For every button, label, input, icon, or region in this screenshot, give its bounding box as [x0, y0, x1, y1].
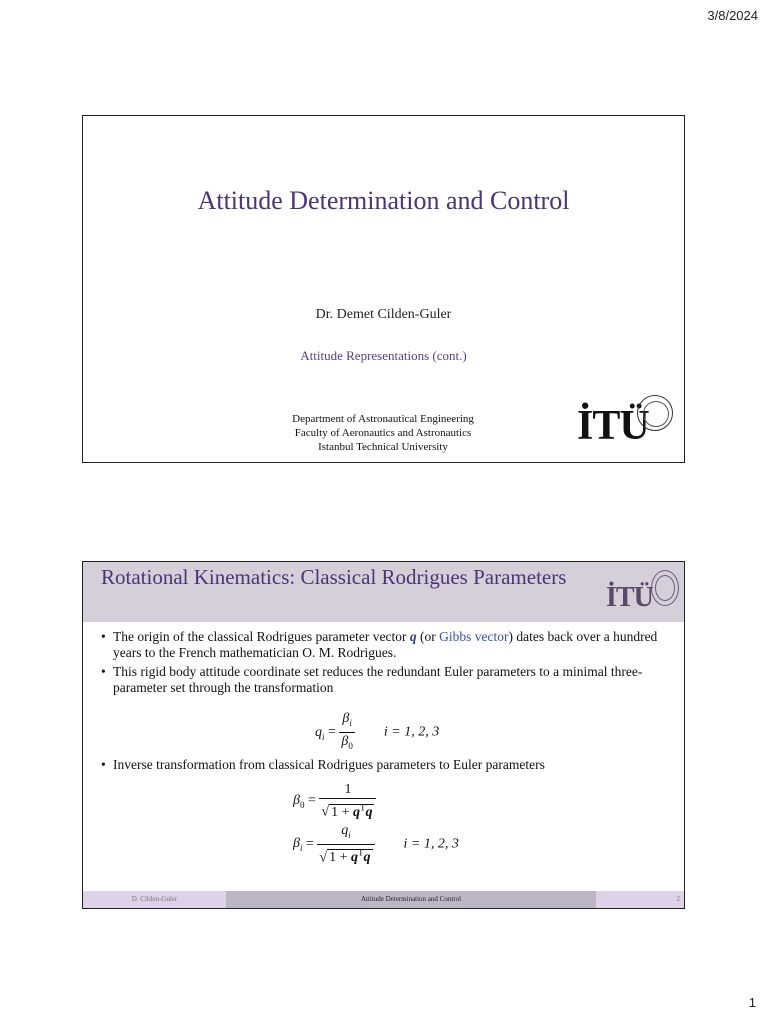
bullet-list: [101, 629, 671, 699]
slide-title: [82, 115, 685, 463]
print-date: 3/8/2024: [707, 8, 758, 23]
slide2-footer: [83, 891, 684, 908]
footer-course: Attitude Determination and Control: [226, 891, 596, 908]
dept-line-1: Department of Astronautical Engineering: [292, 413, 474, 425]
dept-line-3: Istanbul Technical University: [318, 441, 448, 453]
equation-beta-i: $\beta_i$ = $\frac{q_i}{√ 1 + q^Tq}$ i = 1, 2, 3: [293, 823, 459, 866]
slide1-subtitle: Attitude Representations (cont.): [300, 348, 467, 363]
equation-q-from-beta: $q_i$ = $\frac{\beta_i}{\beta_0}$ i = 1, 2, 3: [315, 711, 440, 751]
bullet-1: • The origin of the classical Rodrigues parameter vector q (or Gibbs vector) dates back over a hundred years to the French mathematician O. M. Rodrigues.: [101, 629, 658, 660]
footer-slide-number: 2: [596, 891, 684, 908]
footer-author: D. Cilden-Guler: [83, 891, 226, 908]
dept-line-2: Faculty of Aeronautics and Astronautics: [294, 427, 472, 439]
page-number: 1: [748, 995, 756, 1010]
bullet-3: • Inverse transformation from classical Rodrigues parameters to Euler parameters: [101, 757, 545, 772]
slide-rodrigues: [82, 561, 685, 909]
department-info: [233, 412, 533, 454]
author-name: Dr. Demet Cilden-Guler: [315, 307, 452, 322]
slide2-header: [83, 562, 684, 622]
equation-beta0: $\beta_0$ = $\frac{1}{√ 1 + q^Tq}$: [293, 781, 376, 821]
itu-logo-small: İTÜ: [606, 582, 653, 613]
slide1-title: Attitude Determination and Control: [197, 186, 570, 215]
itu-logo: İTÜ: [577, 403, 649, 449]
bullet-2: • This rigid body attitude coordinate set reduces the redundant Euler parameters to a minimal three-parameter set through the transformation: [101, 664, 643, 695]
university-seal-icon: [651, 570, 679, 606]
slide2-title: Rotational Kinematics: Classical Rodrigues Parameters: [101, 565, 567, 589]
university-seal-icon: [637, 395, 673, 431]
